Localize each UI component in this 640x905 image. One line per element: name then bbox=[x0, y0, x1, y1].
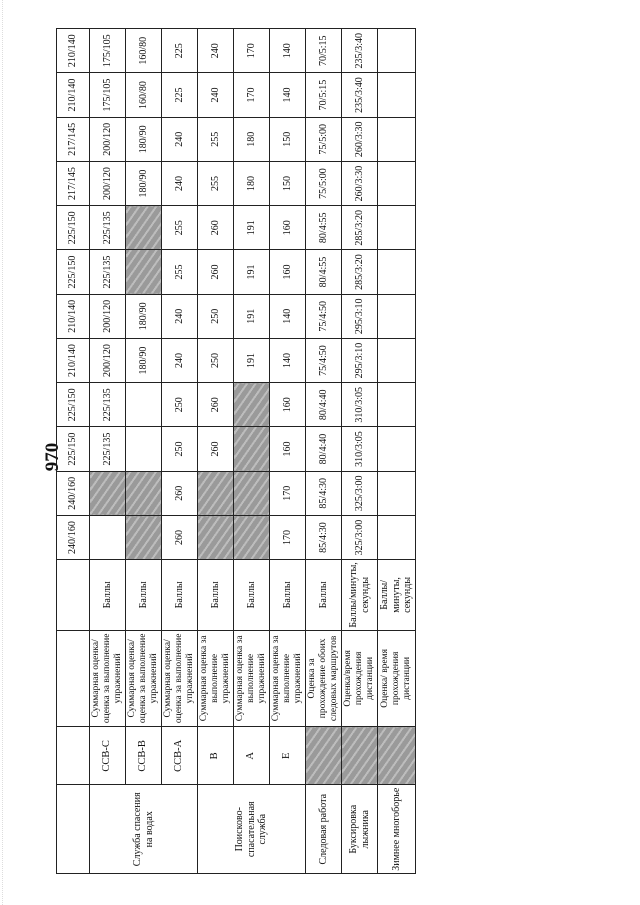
value-cell: 235/3:40 bbox=[342, 29, 378, 73]
header-value: 210/140 bbox=[57, 338, 90, 382]
value-cell: 170 bbox=[234, 73, 270, 117]
value-cell bbox=[378, 471, 416, 515]
value-cell: 175/105 bbox=[90, 73, 126, 117]
value-cell: 225/135 bbox=[90, 250, 126, 294]
value-cell: 80/4:40 bbox=[306, 427, 342, 471]
value-cell bbox=[126, 383, 162, 427]
value-cell: 240 bbox=[198, 73, 234, 117]
class-cell: А bbox=[234, 727, 270, 785]
desc-cell: Суммарная оценка за выполнение упражнений bbox=[234, 630, 270, 727]
value-cell: 140 bbox=[270, 29, 306, 73]
value-cell: 200/120 bbox=[90, 338, 126, 382]
shaded-cell bbox=[342, 727, 378, 785]
value-cell: 240 bbox=[162, 338, 198, 382]
value-cell: 160 bbox=[270, 206, 306, 250]
value-cell: 295/3:10 bbox=[342, 338, 378, 382]
value-cell bbox=[378, 515, 416, 559]
value-cell: 250 bbox=[198, 338, 234, 382]
table-row bbox=[90, 29, 126, 874]
value-cell bbox=[378, 161, 416, 205]
value-cell: 85/4:30 bbox=[306, 515, 342, 559]
shaded-cell bbox=[234, 383, 270, 427]
value-cell bbox=[378, 250, 416, 294]
value-cell: 310/3:05 bbox=[342, 427, 378, 471]
value-cell: 70/5:15 bbox=[306, 73, 342, 117]
unit-cell: Баллы bbox=[234, 560, 270, 630]
shaded-cell bbox=[378, 727, 416, 785]
value-cell: 285/3:20 bbox=[342, 250, 378, 294]
shaded-cell bbox=[306, 727, 342, 785]
value-cell: 160/80 bbox=[126, 29, 162, 73]
class-cell: Е bbox=[270, 727, 306, 785]
value-cell: 260 bbox=[198, 206, 234, 250]
value-cell: 200/120 bbox=[90, 161, 126, 205]
service-cell: Следовая работа bbox=[306, 785, 342, 874]
shaded-cell bbox=[234, 471, 270, 515]
value-cell: 180 bbox=[234, 117, 270, 161]
page-edge-rule bbox=[2, 0, 3, 905]
value-cell: 70/5:15 bbox=[306, 29, 342, 73]
value-cell: 225 bbox=[162, 29, 198, 73]
value-cell: 180/90 bbox=[126, 117, 162, 161]
value-cell: 80/4:55 bbox=[306, 250, 342, 294]
header-value: 240/160 bbox=[57, 471, 90, 515]
class-cell: ССВ-А bbox=[162, 727, 198, 785]
value-cell: 200/120 bbox=[90, 294, 126, 338]
value-cell: 85/4:30 bbox=[306, 471, 342, 515]
service-cell: Буксировка лыжника bbox=[342, 785, 378, 874]
shaded-cell bbox=[126, 206, 162, 250]
value-cell: 160 bbox=[270, 427, 306, 471]
value-cell bbox=[378, 206, 416, 250]
value-cell: 225/135 bbox=[90, 427, 126, 471]
value-cell: 260 bbox=[198, 427, 234, 471]
value-cell: 255 bbox=[198, 117, 234, 161]
table-row bbox=[270, 29, 306, 874]
value-cell: 75/4:50 bbox=[306, 338, 342, 382]
unit-cell: Баллы bbox=[162, 560, 198, 630]
value-cell bbox=[378, 338, 416, 382]
value-cell: 325/3:00 bbox=[342, 471, 378, 515]
value-cell: 250 bbox=[198, 294, 234, 338]
value-cell: 250 bbox=[162, 383, 198, 427]
value-cell: 225 bbox=[162, 73, 198, 117]
header-value: 240/160 bbox=[57, 515, 90, 559]
unit-cell: Баллы bbox=[306, 560, 342, 630]
rotated-table-wrapper bbox=[56, 28, 413, 874]
header-value: 210/140 bbox=[57, 73, 90, 117]
value-cell: 180/90 bbox=[126, 294, 162, 338]
class-cell: ССВ-С bbox=[90, 727, 126, 785]
value-cell: 150 bbox=[270, 161, 306, 205]
value-cell: 180/90 bbox=[126, 338, 162, 382]
desc-cell: Суммарная оценка/ оценка за выполнение упражнений bbox=[162, 630, 198, 727]
unit-cell: Баллы/ минуты, секунды bbox=[378, 560, 416, 630]
header-value: 225/150 bbox=[57, 206, 90, 250]
value-cell: 295/3:10 bbox=[342, 294, 378, 338]
value-cell: 260/3:30 bbox=[342, 161, 378, 205]
value-cell: 260 bbox=[198, 383, 234, 427]
value-cell: 260 bbox=[162, 515, 198, 559]
table-row bbox=[162, 29, 198, 874]
value-cell bbox=[378, 383, 416, 427]
header-value: 225/150 bbox=[57, 250, 90, 294]
value-cell bbox=[378, 29, 416, 73]
value-cell: 250 bbox=[162, 427, 198, 471]
shaded-cell bbox=[126, 515, 162, 559]
desc-cell: Суммарная оценка/ оценка за выполнение упражнений bbox=[126, 630, 162, 727]
value-cell: 225/135 bbox=[90, 383, 126, 427]
value-cell: 80/4:40 bbox=[306, 383, 342, 427]
value-cell: 160 bbox=[270, 250, 306, 294]
value-cell: 240 bbox=[162, 161, 198, 205]
value-cell: 191 bbox=[234, 206, 270, 250]
value-cell: 175/105 bbox=[90, 29, 126, 73]
header-cell-service bbox=[57, 785, 90, 874]
value-cell: 160 bbox=[270, 383, 306, 427]
shaded-cell bbox=[234, 427, 270, 471]
table-row bbox=[126, 29, 162, 874]
table-row bbox=[306, 29, 342, 874]
class-cell: В bbox=[198, 727, 234, 785]
value-cell: 75/5:00 bbox=[306, 161, 342, 205]
header-cell-desc bbox=[57, 630, 90, 727]
shaded-cell bbox=[234, 515, 270, 559]
header-row bbox=[57, 29, 90, 874]
table-row bbox=[198, 29, 234, 874]
value-cell: 255 bbox=[162, 206, 198, 250]
value-cell: 240 bbox=[162, 117, 198, 161]
value-cell: 170 bbox=[270, 515, 306, 559]
unit-cell: Баллы bbox=[126, 560, 162, 630]
value-cell bbox=[90, 515, 126, 559]
score-table bbox=[56, 28, 416, 874]
shaded-cell bbox=[198, 515, 234, 559]
header-value: 210/140 bbox=[57, 294, 90, 338]
value-cell: 260 bbox=[198, 250, 234, 294]
value-cell: 255 bbox=[198, 161, 234, 205]
header-cell-class bbox=[57, 727, 90, 785]
shaded-cell bbox=[90, 471, 126, 515]
value-cell: 140 bbox=[270, 73, 306, 117]
value-cell: 75/5:00 bbox=[306, 117, 342, 161]
header-value: 210/140 bbox=[57, 29, 90, 73]
value-cell: 191 bbox=[234, 294, 270, 338]
value-cell: 255 bbox=[162, 250, 198, 294]
value-cell: 170 bbox=[270, 471, 306, 515]
value-cell: 240 bbox=[162, 294, 198, 338]
table-row bbox=[378, 29, 416, 874]
class-cell: ССВ-В bbox=[126, 727, 162, 785]
value-cell: 160/80 bbox=[126, 73, 162, 117]
value-cell bbox=[378, 73, 416, 117]
desc-cell: Оценка/ время прохождения дистанции bbox=[378, 630, 416, 727]
shaded-cell bbox=[126, 250, 162, 294]
header-value: 217/145 bbox=[57, 117, 90, 161]
value-cell: 260 bbox=[162, 471, 198, 515]
header-value: 217/145 bbox=[57, 161, 90, 205]
table-row bbox=[342, 29, 378, 874]
value-cell bbox=[378, 117, 416, 161]
value-cell: 200/120 bbox=[90, 117, 126, 161]
shaded-cell bbox=[126, 471, 162, 515]
value-cell: 260/3:30 bbox=[342, 117, 378, 161]
header-value: 225/150 bbox=[57, 383, 90, 427]
value-cell: 180 bbox=[234, 161, 270, 205]
header-value: 225/150 bbox=[57, 427, 90, 471]
value-cell: 140 bbox=[270, 338, 306, 382]
desc-cell: Оценка за прохождение обоих следовых маршрутов bbox=[306, 630, 342, 727]
value-cell: 150 bbox=[270, 117, 306, 161]
value-cell: 140 bbox=[270, 294, 306, 338]
value-cell: 180/90 bbox=[126, 161, 162, 205]
unit-cell: Баллы bbox=[90, 560, 126, 630]
value-cell bbox=[378, 294, 416, 338]
value-cell: 285/3:20 bbox=[342, 206, 378, 250]
unit-cell: Баллы bbox=[270, 560, 306, 630]
value-cell bbox=[126, 427, 162, 471]
value-cell: 325/3:00 bbox=[342, 515, 378, 559]
unit-cell: Баллы/минуты, секунды bbox=[342, 560, 378, 630]
value-cell: 240 bbox=[198, 29, 234, 73]
table-row bbox=[234, 29, 270, 874]
service-cell: Зимнее многоборье bbox=[378, 785, 416, 874]
shaded-cell bbox=[198, 471, 234, 515]
value-cell: 191 bbox=[234, 338, 270, 382]
value-cell bbox=[378, 427, 416, 471]
desc-cell: Оценка/время прохождения дистанции bbox=[342, 630, 378, 727]
value-cell: 80/4:55 bbox=[306, 206, 342, 250]
value-cell: 191 bbox=[234, 250, 270, 294]
value-cell: 170 bbox=[234, 29, 270, 73]
desc-cell: Суммарная оценка за выполнение упражнений bbox=[198, 630, 234, 727]
unit-cell: Баллы bbox=[198, 560, 234, 630]
desc-cell: Суммарная оценка за выполнение упражнений bbox=[270, 630, 306, 727]
page-number: 970 bbox=[42, 442, 63, 472]
value-cell: 235/3:40 bbox=[342, 73, 378, 117]
value-cell: 310/3:05 bbox=[342, 383, 378, 427]
service-cell: Поисково-спасательная служба bbox=[198, 785, 306, 874]
service-cell: Служба спасения на водах bbox=[90, 785, 198, 874]
value-cell: 75/4:50 bbox=[306, 294, 342, 338]
header-cell-unit bbox=[57, 560, 90, 630]
value-cell: 225/135 bbox=[90, 206, 126, 250]
desc-cell: Суммарная оценка/ оценка за выполнение упражнений bbox=[90, 630, 126, 727]
